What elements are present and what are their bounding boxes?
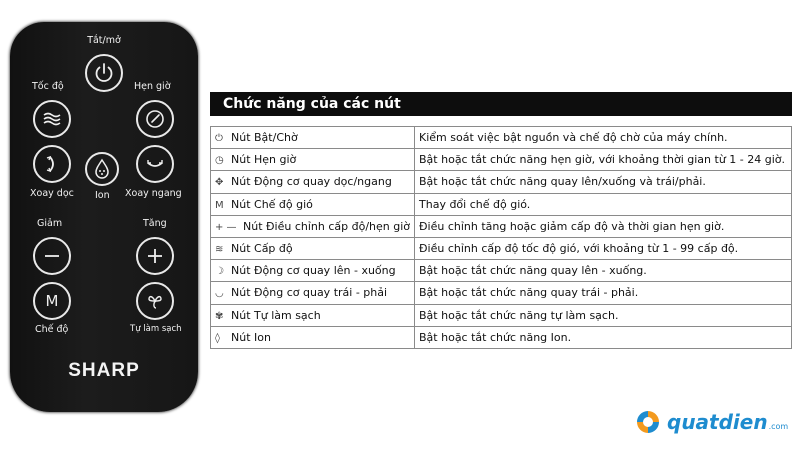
table-row: [211, 260, 792, 282]
decrease-label: Giảm: [37, 218, 63, 229]
logo-swirl-icon: [633, 407, 663, 437]
swing-vertical-icon: [40, 152, 64, 176]
button-description: Bật hoặc tắt chức năng quay lên/xuống và trái/phải.: [415, 171, 792, 193]
mode-label: Chế độ: [35, 324, 69, 335]
button-name: Nút Động cơ quay dọc/ngang: [231, 175, 392, 189]
mode-button[interactable]: [33, 282, 71, 320]
self-clean-icon: [143, 289, 167, 313]
swing-horizontal-icon: ◡: [215, 288, 224, 300]
logo-text: quatdien: [667, 410, 768, 434]
section-title: Chức năng của các nút: [210, 92, 792, 116]
swing-vertical-icon: ☽: [215, 266, 224, 278]
table-row: [211, 304, 792, 326]
table-row: [211, 127, 792, 149]
plus-icon: [143, 244, 167, 268]
button-name: Nút Tự làm sạch: [231, 308, 321, 322]
swing-horizontal-label: Xoay ngang: [125, 188, 182, 199]
table-row: [211, 149, 792, 171]
brand-logo: SHARP: [68, 360, 140, 381]
ion-label: Ion: [95, 190, 110, 201]
ion-button[interactable]: [85, 152, 119, 186]
power-button[interactable]: [85, 54, 123, 92]
speed-button[interactable]: [33, 100, 71, 138]
button-name: Nút Động cơ quay trái - phải: [231, 286, 388, 300]
mode-icon: M: [215, 199, 224, 211]
increase-button[interactable]: [136, 237, 174, 275]
increase-label: Tăng: [143, 218, 167, 229]
swing-vertical-button[interactable]: [33, 145, 71, 183]
plus-minus-icon: + —: [215, 221, 237, 233]
power-icon: [92, 61, 116, 85]
speed-icon: [40, 107, 64, 131]
timer-button[interactable]: [136, 100, 174, 138]
button-name: Nút Bật/Chờ: [231, 131, 298, 145]
button-description: Bật hoặc tắt chức năng quay trái - phải.: [415, 282, 792, 304]
timer-icon: ◷: [215, 155, 224, 167]
button-name-cell: [211, 304, 415, 326]
table-row: [211, 237, 792, 259]
logo-domain: .com: [768, 421, 789, 431]
table-row: [211, 171, 792, 193]
button-name-cell: [211, 215, 415, 237]
button-name: Nút Ion: [231, 330, 271, 344]
swing-horizontal-button[interactable]: [136, 145, 174, 183]
self-clean-button[interactable]: [136, 282, 174, 320]
power-label: Tắt/mở: [87, 35, 121, 46]
function-table: [210, 126, 792, 349]
self-clean-label: Tự làm sạch: [130, 324, 182, 334]
button-name: Nút Điều chỉnh cấp độ/hẹn giờ: [243, 219, 411, 233]
timer-icon: [143, 107, 167, 131]
button-name: Nút Chế độ gió: [231, 197, 313, 211]
button-description: Kiểm soát việc bật nguồn và chế độ chờ của máy chính.: [415, 127, 792, 149]
table-row: [211, 326, 792, 348]
button-name-cell: [211, 193, 415, 215]
button-description: Điều chỉnh tăng hoặc giảm cấp độ và thời gian hẹn giờ.: [415, 215, 792, 237]
button-name-cell: [211, 282, 415, 304]
table-row: [211, 215, 792, 237]
ion-icon: [90, 157, 114, 181]
swing-both-icon: ✥: [215, 177, 224, 189]
button-name: Nút Động cơ quay lên - xuống: [231, 264, 396, 278]
table-row: [211, 193, 792, 215]
button-description: Bật hoặc tắt chức năng quay lên - xuống.: [415, 260, 792, 282]
ion-icon: ◊: [215, 332, 220, 344]
minus-icon: [40, 244, 64, 268]
table-row: [211, 282, 792, 304]
speed-icon: ≋: [215, 244, 224, 256]
button-name-cell: [211, 127, 415, 149]
power-icon: ⏻: [215, 133, 223, 145]
button-description: Bật hoặc tắt chức năng tự làm sạch.: [415, 304, 792, 326]
swing-vertical-label: Xoay dọc: [30, 188, 74, 199]
remote-control: [10, 22, 198, 412]
button-name-cell: [211, 171, 415, 193]
button-name-cell: [211, 326, 415, 348]
button-description: Bật hoặc tắt chức năng hẹn giờ, với khoảng thời gian từ 1 - 24 giờ.: [415, 149, 792, 171]
button-name-cell: [211, 260, 415, 282]
speed-label: Tốc độ: [32, 81, 64, 92]
swing-horizontal-icon: [143, 152, 167, 176]
button-name-cell: [211, 237, 415, 259]
button-name-cell: [211, 149, 415, 171]
button-description: Điều chỉnh cấp độ tốc độ gió, với khoảng từ 1 - 99 cấp độ.: [415, 237, 792, 259]
decrease-button[interactable]: [33, 237, 71, 275]
button-description: Bật hoặc tắt chức năng Ion.: [415, 326, 792, 348]
button-name: Nút Hẹn giờ: [231, 153, 297, 167]
mode-letter: M: [45, 292, 59, 310]
button-description: Thay đổi chế độ gió.: [415, 193, 792, 215]
site-logo: [633, 404, 788, 440]
self-clean-icon: ✾: [215, 310, 224, 322]
button-name: Nút Cấp độ: [231, 242, 293, 256]
timer-label: Hẹn giờ: [134, 81, 171, 92]
